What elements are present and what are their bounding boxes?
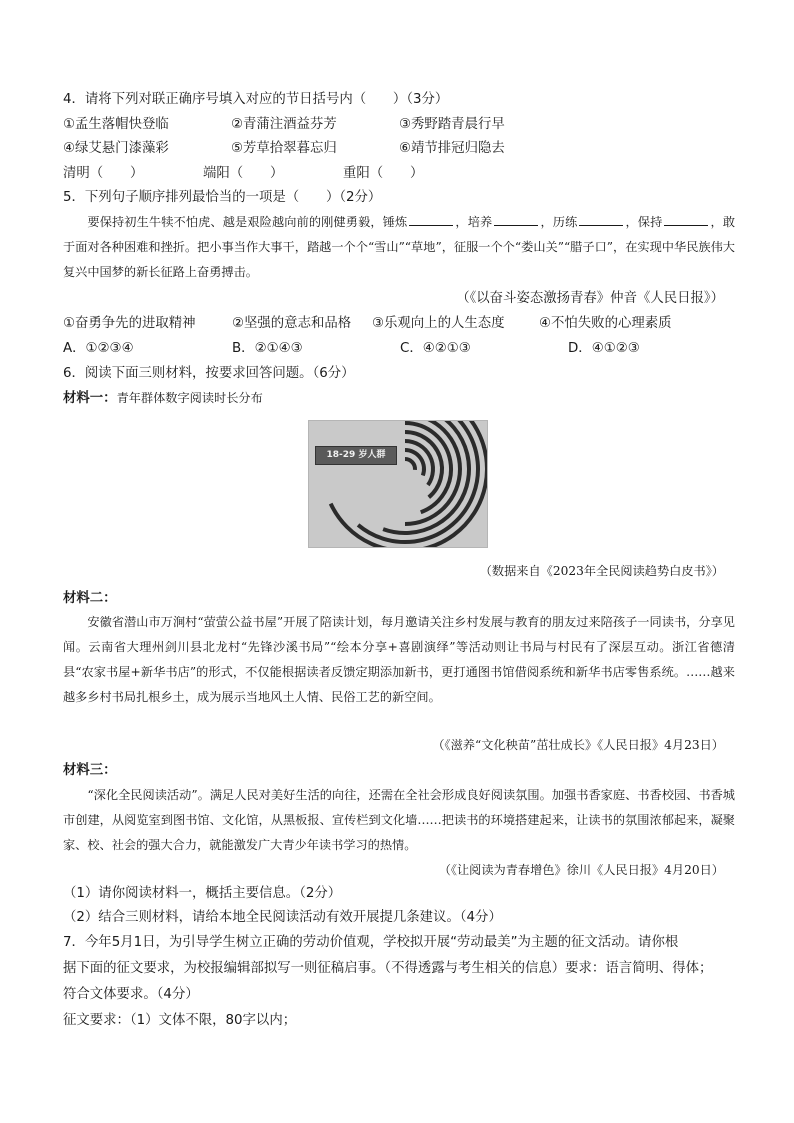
q4-option-2: ②青蒲注酒益芬芳 [231, 117, 337, 132]
q5-source: （《以奋斗姿态激扬青春》仲音《人民日报》） [456, 291, 724, 306]
q5-answer-c: C．④②①③ [400, 341, 471, 356]
q4-festival-chongyang: 重阳（ ） [343, 166, 424, 181]
q4-option-4: ④绿艾悬门漆藻彩 [63, 141, 169, 156]
chart-label: 18-29 岁人群 [315, 446, 397, 465]
arc-5 [405, 423, 451, 512]
q5-blank-2 [494, 213, 538, 226]
q6-material-1-source: （数据来自《2023年全民阅读趋势白皮书》） [479, 564, 724, 578]
q6-sub-question-2: （2）结合三则材料，请给本地全民阅读活动有效开展提几条建议。（4分） [63, 910, 502, 925]
q4-option-5: ⑤芳草拾翠暮忘归 [231, 141, 337, 156]
q5-blank-3 [579, 213, 623, 226]
arc-3 [405, 441, 433, 485]
q4-festival-duanyang: 端阳（ ） [203, 166, 284, 181]
arc-1 [405, 459, 415, 470]
reading-time-chart-image [308, 420, 488, 548]
q5-answer-d: D．④①②③ [568, 341, 640, 356]
q6-material-3-label: 材料三： [63, 763, 117, 778]
q7-line-3: 符合文体要求。（4分） [63, 987, 199, 1002]
q4-festival-qingming: 清明（ ） [63, 166, 144, 181]
q4-option-3: ③秀野踏青晨行早 [399, 117, 505, 132]
q7-line-2: 据下面的征文要求，为校报编辑部拟写一则征稿启事。（不得透露与考生相关的信息）要求：语言简明、得体； [63, 961, 713, 976]
q5-choice-2: ②坚强的意志和品格 [232, 316, 352, 331]
q7-line-4: 征文要求：（1）文体不限，80字以内； [63, 1013, 297, 1028]
q5-answer-a: A．①②③④ [63, 341, 134, 356]
q4-option-6: ⑥靖节排冠归隐去 [399, 141, 505, 156]
q4-stem: 4．请将下列对联正确序号填入对应的节日括号内（ ）（3分） [63, 92, 449, 107]
q5-answer-b: B．②①④③ [232, 341, 303, 356]
concentric-arcs-graphic [309, 421, 487, 547]
q5-choice-3: ③乐观向上的人生态度 [372, 316, 505, 331]
q5-stem: 5．下列句子顺序排列最恰当的一项是（ ）（2分） [63, 190, 382, 205]
q6-material-1-heading: 材料一：青年群体数字阅读时长分布 [63, 391, 263, 406]
q5-choice-1: ①奋勇争先的进取精神 [63, 316, 196, 331]
q4-option-1: ①孟生落帽快登临 [63, 117, 169, 132]
q6-material-3-source: （《让阅读为青春增色》徐川《人民日报》4月20日） [438, 863, 724, 877]
q5-passage: 要保持初生牛犊不怕虎、越是艰险越向前的刚健勇毅，锤炼 ，培养 ，历练 ，保持 ，敢于面对各种困难和挫折。把小事当作大事干，踏越一个个“雪山”“草地”，征服一个个“娄山关”“腊子口”，在实现中华民族伟大复兴中国梦的新长征路上奋勇搏击。 [63, 215, 736, 279]
q5-blank-4 [664, 213, 708, 226]
q6-stem: 6．阅读下面三则材料，按要求回答问题。（6分） [63, 366, 355, 381]
q6-material-3-text: “深化全民阅读活动”。满足人民对美好生活的向往，还需在全社会形成良好阅读氛围。加强书香家庭、书香校园、书香城市创建，从阅览室到图书馆、文化馆，从黑板报、宣传栏到文化墙……把读书的环境搭建起来，让读书的氛围浓郁起来，凝聚家、校、社会的强大合力，就能激发广大青少年读书学习的热情。 [63, 788, 735, 852]
q6-sub-question-1: （1）请你阅读材料一，概括主要信息。（2分） [63, 886, 342, 901]
q5-blank-1 [409, 213, 453, 226]
q6-material-2-source: （《滋养“文化秧苗”茁壮成长》《人民日报》4月23日） [432, 738, 724, 752]
q6-material-2-text: 安徽省潜山市万涧村“萤萤公益书屋”开展了陪读计划，每月邀请关注乡村发展与教育的朋友过来陪孩子一同读书，分享见闻。云南省大理州剑川县北龙村“先锋沙溪书局”“绘本分享+喜剧演绎”等活动则让书局与村民有了深层互动。浙江省德清县“农家书屋+新华书店”的形式，不仅能根据读者反馈定期添加新书，更打通图书馆借阅系统和新华书店零售系统。……越来越多乡村书局扎根乡土，成为展示当地风土人情、民俗工艺的新空间。 [63, 615, 735, 704]
q5-choice-4: ④不怕失败的心理素质 [539, 316, 672, 331]
q7-line-1: 7．今年5月1日，为引导学生树立正确的劳动价值观，学校拟开展“劳动最美”为主题的征文活动。请你根 [63, 935, 679, 950]
q6-material-2-label: 材料二： [63, 591, 117, 606]
